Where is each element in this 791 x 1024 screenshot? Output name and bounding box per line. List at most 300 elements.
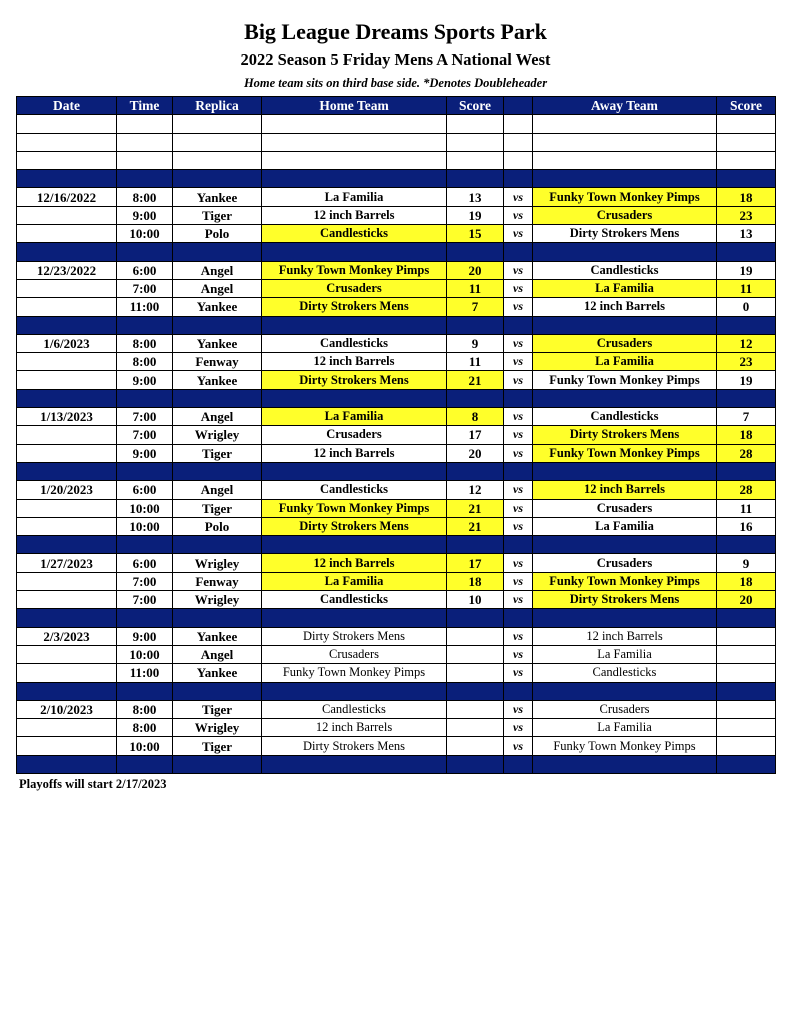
empty-cell	[504, 536, 533, 554]
empty-cell	[262, 115, 447, 133]
game-time: 6:00	[117, 261, 173, 279]
empty-cell	[117, 243, 173, 261]
away-team: Funky Town Monkey Pimps	[533, 444, 717, 462]
home-team: Dirty Strokers Mens	[262, 371, 447, 389]
home-score	[447, 700, 504, 718]
away-score: 11	[717, 279, 776, 297]
empty-cell	[447, 609, 504, 627]
home-team: La Familia	[262, 408, 447, 426]
empty-cell	[447, 536, 504, 554]
game-date	[17, 426, 117, 444]
vs-label: vs	[504, 591, 533, 609]
empty-cell	[717, 151, 776, 169]
away-score: 0	[717, 298, 776, 316]
empty-cell	[533, 389, 717, 407]
away-score	[717, 700, 776, 718]
empty-cell	[504, 151, 533, 169]
week-separator-row	[17, 682, 776, 700]
game-date: 12/16/2022	[17, 188, 117, 206]
game-date	[17, 572, 117, 590]
game-row	[17, 499, 776, 517]
game-time: 8:00	[117, 719, 173, 737]
empty-cell	[262, 609, 447, 627]
vs-label: vs	[504, 700, 533, 718]
home-score	[447, 645, 504, 663]
game-time: 8:00	[117, 334, 173, 352]
empty-cell	[504, 133, 533, 151]
away-score	[717, 664, 776, 682]
away-team: Crusaders	[533, 206, 717, 224]
vs-label: vs	[504, 353, 533, 371]
game-row	[17, 353, 776, 371]
empty-cell	[17, 170, 117, 188]
home-score: 13	[447, 188, 504, 206]
week-separator-row	[17, 170, 776, 188]
empty-cell	[717, 170, 776, 188]
away-score: 18	[717, 572, 776, 590]
away-score: 11	[717, 499, 776, 517]
game-time: 6:00	[117, 554, 173, 572]
game-time: 9:00	[117, 444, 173, 462]
empty-cell	[262, 389, 447, 407]
away-team: La Familia	[533, 517, 717, 535]
game-row	[17, 627, 776, 645]
header-note: Home team sits on third base side. *Denotes Doubleheader	[243, 76, 548, 90]
empty-cell	[447, 170, 504, 188]
empty-cell	[533, 151, 717, 169]
game-time: 8:00	[117, 353, 173, 371]
game-row	[17, 371, 776, 389]
home-team: Dirty Strokers Mens	[262, 737, 447, 755]
game-date: 1/6/2023	[17, 334, 117, 352]
home-team: Candlesticks	[262, 334, 447, 352]
empty-cell	[173, 170, 262, 188]
game-replica: Angel	[173, 408, 262, 426]
game-row	[17, 645, 776, 663]
game-replica: Tiger	[173, 737, 262, 755]
game-time: 7:00	[117, 426, 173, 444]
home-team: La Familia	[262, 188, 447, 206]
game-row	[17, 719, 776, 737]
empty-cell	[117, 389, 173, 407]
empty-cell	[533, 170, 717, 188]
game-time: 11:00	[117, 664, 173, 682]
away-team: Crusaders	[533, 499, 717, 517]
empty-cell	[447, 682, 504, 700]
empty-cell	[533, 316, 717, 334]
empty-cell	[447, 133, 504, 151]
game-row	[17, 517, 776, 535]
vs-label: vs	[504, 719, 533, 737]
empty-cell	[447, 151, 504, 169]
empty-cell	[173, 316, 262, 334]
home-team: Funky Town Monkey Pimps	[262, 499, 447, 517]
game-replica: Angel	[173, 279, 262, 297]
vs-label: vs	[504, 261, 533, 279]
game-date	[17, 499, 117, 517]
empty-cell	[173, 609, 262, 627]
game-row	[17, 737, 776, 755]
game-date: 1/27/2023	[17, 554, 117, 572]
empty-cell	[173, 682, 262, 700]
home-score: 11	[447, 353, 504, 371]
vs-label: vs	[504, 225, 533, 243]
home-team: Dirty Strokers Mens	[262, 298, 447, 316]
home-score: 10	[447, 591, 504, 609]
vs-label: vs	[504, 737, 533, 755]
vs-label: vs	[504, 206, 533, 224]
home-team: 12 inch Barrels	[262, 444, 447, 462]
game-replica: Wrigley	[173, 719, 262, 737]
empty-cell	[173, 243, 262, 261]
week-separator-row	[17, 389, 776, 407]
home-score: 20	[447, 261, 504, 279]
away-score: 19	[717, 371, 776, 389]
home-team: Crusaders	[262, 426, 447, 444]
game-row	[17, 206, 776, 224]
away-score	[717, 627, 776, 645]
page-title: Big League Dreams Sports Park	[244, 19, 547, 44]
empty-cell	[504, 243, 533, 261]
vs-label: vs	[504, 664, 533, 682]
empty-cell	[173, 462, 262, 480]
empty-cell	[504, 115, 533, 133]
away-score: 18	[717, 188, 776, 206]
game-replica: Angel	[173, 645, 262, 663]
away-team: Crusaders	[533, 554, 717, 572]
empty-cell	[262, 755, 447, 773]
vs-label: vs	[504, 188, 533, 206]
away-score: 19	[717, 261, 776, 279]
empty-cell	[504, 462, 533, 480]
game-row	[17, 261, 776, 279]
home-team: Crusaders	[262, 279, 447, 297]
home-team: 12 inch Barrels	[262, 719, 447, 737]
away-team: Funky Town Monkey Pimps	[533, 572, 717, 590]
empty-cell	[262, 133, 447, 151]
game-replica: Yankee	[173, 627, 262, 645]
empty-cell	[17, 133, 117, 151]
col-header-away-team: Away Team	[533, 97, 717, 115]
home-team: Dirty Strokers Mens	[262, 517, 447, 535]
home-team: La Familia	[262, 572, 447, 590]
home-score: 17	[447, 554, 504, 572]
vs-label: vs	[504, 554, 533, 572]
home-team: Candlesticks	[262, 225, 447, 243]
game-time: 8:00	[117, 700, 173, 718]
game-replica: Wrigley	[173, 591, 262, 609]
empty-cell	[173, 115, 262, 133]
home-score: 15	[447, 225, 504, 243]
page-subtitle: 2022 Season 5 Friday Mens A National West	[240, 50, 551, 69]
home-score: 21	[447, 371, 504, 389]
empty-cell	[173, 133, 262, 151]
home-score	[447, 664, 504, 682]
playoffs-note: Playoffs will start 2/17/2023	[19, 777, 167, 791]
empty-cell	[533, 682, 717, 700]
game-row	[17, 298, 776, 316]
game-date: 2/3/2023	[17, 627, 117, 645]
empty-cell	[117, 609, 173, 627]
game-replica: Angel	[173, 481, 262, 499]
empty-cell	[117, 682, 173, 700]
game-row	[17, 444, 776, 462]
home-score	[447, 719, 504, 737]
home-score: 11	[447, 279, 504, 297]
away-team: Funky Town Monkey Pimps	[533, 737, 717, 755]
game-time: 7:00	[117, 408, 173, 426]
home-score: 12	[447, 481, 504, 499]
vs-label: vs	[504, 481, 533, 499]
away-score: 28	[717, 444, 776, 462]
empty-cell	[504, 389, 533, 407]
home-team: Candlesticks	[262, 481, 447, 499]
empty-cell	[17, 316, 117, 334]
empty-cell	[17, 755, 117, 773]
empty-cell	[17, 115, 117, 133]
game-replica: Polo	[173, 225, 262, 243]
game-replica: Wrigley	[173, 554, 262, 572]
game-date	[17, 298, 117, 316]
game-row	[17, 481, 776, 499]
away-score: 16	[717, 517, 776, 535]
game-time: 10:00	[117, 499, 173, 517]
game-time: 10:00	[117, 225, 173, 243]
game-row	[17, 554, 776, 572]
game-time: 10:00	[117, 737, 173, 755]
vs-label: vs	[504, 444, 533, 462]
col-header-date: Date	[17, 97, 117, 115]
game-date: 2/10/2023	[17, 700, 117, 718]
schedule-body	[17, 115, 776, 774]
empty-cell	[504, 609, 533, 627]
home-score: 7	[447, 298, 504, 316]
home-score: 19	[447, 206, 504, 224]
empty-cell	[117, 316, 173, 334]
game-date	[17, 517, 117, 535]
empty-cell	[17, 462, 117, 480]
empty-cell	[173, 389, 262, 407]
home-team: 12 inch Barrels	[262, 554, 447, 572]
away-team: Candlesticks	[533, 408, 717, 426]
empty-cell	[717, 755, 776, 773]
home-team: Funky Town Monkey Pimps	[262, 261, 447, 279]
away-score	[717, 737, 776, 755]
game-row	[17, 700, 776, 718]
col-header-time: Time	[117, 97, 173, 115]
game-row	[17, 572, 776, 590]
empty-cell	[447, 755, 504, 773]
away-score: 28	[717, 481, 776, 499]
away-team: La Familia	[533, 645, 717, 663]
game-replica: Yankee	[173, 371, 262, 389]
empty-cell	[533, 609, 717, 627]
empty-cell	[447, 389, 504, 407]
game-replica: Polo	[173, 517, 262, 535]
away-team: 12 inch Barrels	[533, 298, 717, 316]
game-replica: Yankee	[173, 298, 262, 316]
home-score: 21	[447, 517, 504, 535]
game-replica: Yankee	[173, 188, 262, 206]
empty-cell	[17, 243, 117, 261]
home-team: Crusaders	[262, 645, 447, 663]
away-team: Funky Town Monkey Pimps	[533, 371, 717, 389]
game-row	[17, 279, 776, 297]
game-date: 12/23/2022	[17, 261, 117, 279]
vs-label: vs	[504, 371, 533, 389]
game-time: 9:00	[117, 371, 173, 389]
empty-cell	[262, 682, 447, 700]
home-team: Funky Town Monkey Pimps	[262, 664, 447, 682]
away-team: Funky Town Monkey Pimps	[533, 188, 717, 206]
empty-cell	[717, 316, 776, 334]
col-header-replica: Replica	[173, 97, 262, 115]
empty-cell	[262, 462, 447, 480]
empty-cell	[504, 170, 533, 188]
game-date: 1/13/2023	[17, 408, 117, 426]
game-time: 6:00	[117, 481, 173, 499]
vs-label: vs	[504, 408, 533, 426]
col-header-home-score: Score	[447, 97, 504, 115]
game-row	[17, 426, 776, 444]
game-replica: Yankee	[173, 664, 262, 682]
empty-cell	[533, 462, 717, 480]
vs-label: vs	[504, 334, 533, 352]
empty-row	[17, 151, 776, 169]
empty-cell	[717, 389, 776, 407]
game-row	[17, 334, 776, 352]
home-score	[447, 627, 504, 645]
game-time: 10:00	[117, 517, 173, 535]
away-team: La Familia	[533, 719, 717, 737]
empty-cell	[262, 536, 447, 554]
game-time: 9:00	[117, 206, 173, 224]
away-team: La Familia	[533, 353, 717, 371]
away-score: 18	[717, 426, 776, 444]
away-score: 9	[717, 554, 776, 572]
game-replica: Tiger	[173, 499, 262, 517]
empty-cell	[173, 536, 262, 554]
empty-cell	[504, 682, 533, 700]
away-team: Dirty Strokers Mens	[533, 225, 717, 243]
vs-label: vs	[504, 426, 533, 444]
game-date	[17, 353, 117, 371]
empty-cell	[533, 755, 717, 773]
away-team: Dirty Strokers Mens	[533, 591, 717, 609]
week-separator-row	[17, 755, 776, 773]
empty-cell	[717, 133, 776, 151]
empty-cell	[717, 462, 776, 480]
empty-cell	[447, 243, 504, 261]
vs-label: vs	[504, 517, 533, 535]
empty-cell	[533, 243, 717, 261]
game-date	[17, 664, 117, 682]
game-date: 1/20/2023	[17, 481, 117, 499]
home-team: Dirty Strokers Mens	[262, 627, 447, 645]
vs-label: vs	[504, 298, 533, 316]
away-score: 20	[717, 591, 776, 609]
away-team: Crusaders	[533, 334, 717, 352]
game-row	[17, 408, 776, 426]
table-header-row	[17, 97, 776, 115]
away-team: La Familia	[533, 279, 717, 297]
empty-cell	[117, 133, 173, 151]
game-date	[17, 737, 117, 755]
empty-cell	[117, 536, 173, 554]
empty-cell	[17, 609, 117, 627]
game-replica: Angel	[173, 261, 262, 279]
empty-cell	[117, 151, 173, 169]
empty-cell	[717, 609, 776, 627]
game-time: 9:00	[117, 627, 173, 645]
game-date	[17, 444, 117, 462]
empty-cell	[717, 682, 776, 700]
empty-cell	[262, 243, 447, 261]
away-team: 12 inch Barrels	[533, 627, 717, 645]
away-team: Candlesticks	[533, 261, 717, 279]
empty-cell	[504, 755, 533, 773]
game-time: 7:00	[117, 591, 173, 609]
game-row	[17, 664, 776, 682]
empty-cell	[117, 170, 173, 188]
col-header-vs	[504, 97, 533, 115]
home-score	[447, 737, 504, 755]
game-time: 7:00	[117, 572, 173, 590]
home-team: Candlesticks	[262, 700, 447, 718]
empty-cell	[262, 170, 447, 188]
home-score: 8	[447, 408, 504, 426]
schedule-table	[16, 96, 776, 774]
empty-cell	[533, 536, 717, 554]
game-time: 8:00	[117, 188, 173, 206]
home-score: 21	[447, 499, 504, 517]
away-team: Crusaders	[533, 700, 717, 718]
home-score: 20	[447, 444, 504, 462]
empty-cell	[117, 462, 173, 480]
col-header-away-score: Score	[717, 97, 776, 115]
empty-cell	[262, 151, 447, 169]
away-score: 23	[717, 353, 776, 371]
game-time: 11:00	[117, 298, 173, 316]
away-score: 23	[717, 206, 776, 224]
game-replica: Tiger	[173, 206, 262, 224]
home-score: 9	[447, 334, 504, 352]
game-date	[17, 719, 117, 737]
game-replica: Wrigley	[173, 426, 262, 444]
home-team: 12 inch Barrels	[262, 206, 447, 224]
empty-cell	[173, 755, 262, 773]
game-date	[17, 279, 117, 297]
empty-cell	[447, 115, 504, 133]
game-time: 7:00	[117, 279, 173, 297]
away-score	[717, 645, 776, 663]
empty-cell	[117, 755, 173, 773]
empty-cell	[447, 316, 504, 334]
game-replica: Yankee	[173, 334, 262, 352]
vs-label: vs	[504, 499, 533, 517]
empty-cell	[447, 462, 504, 480]
empty-cell	[717, 536, 776, 554]
game-replica: Fenway	[173, 353, 262, 371]
vs-label: vs	[504, 627, 533, 645]
game-replica: Fenway	[173, 572, 262, 590]
week-separator-row	[17, 609, 776, 627]
game-row	[17, 188, 776, 206]
empty-cell	[117, 115, 173, 133]
vs-label: vs	[504, 645, 533, 663]
empty-cell	[17, 151, 117, 169]
home-score: 17	[447, 426, 504, 444]
